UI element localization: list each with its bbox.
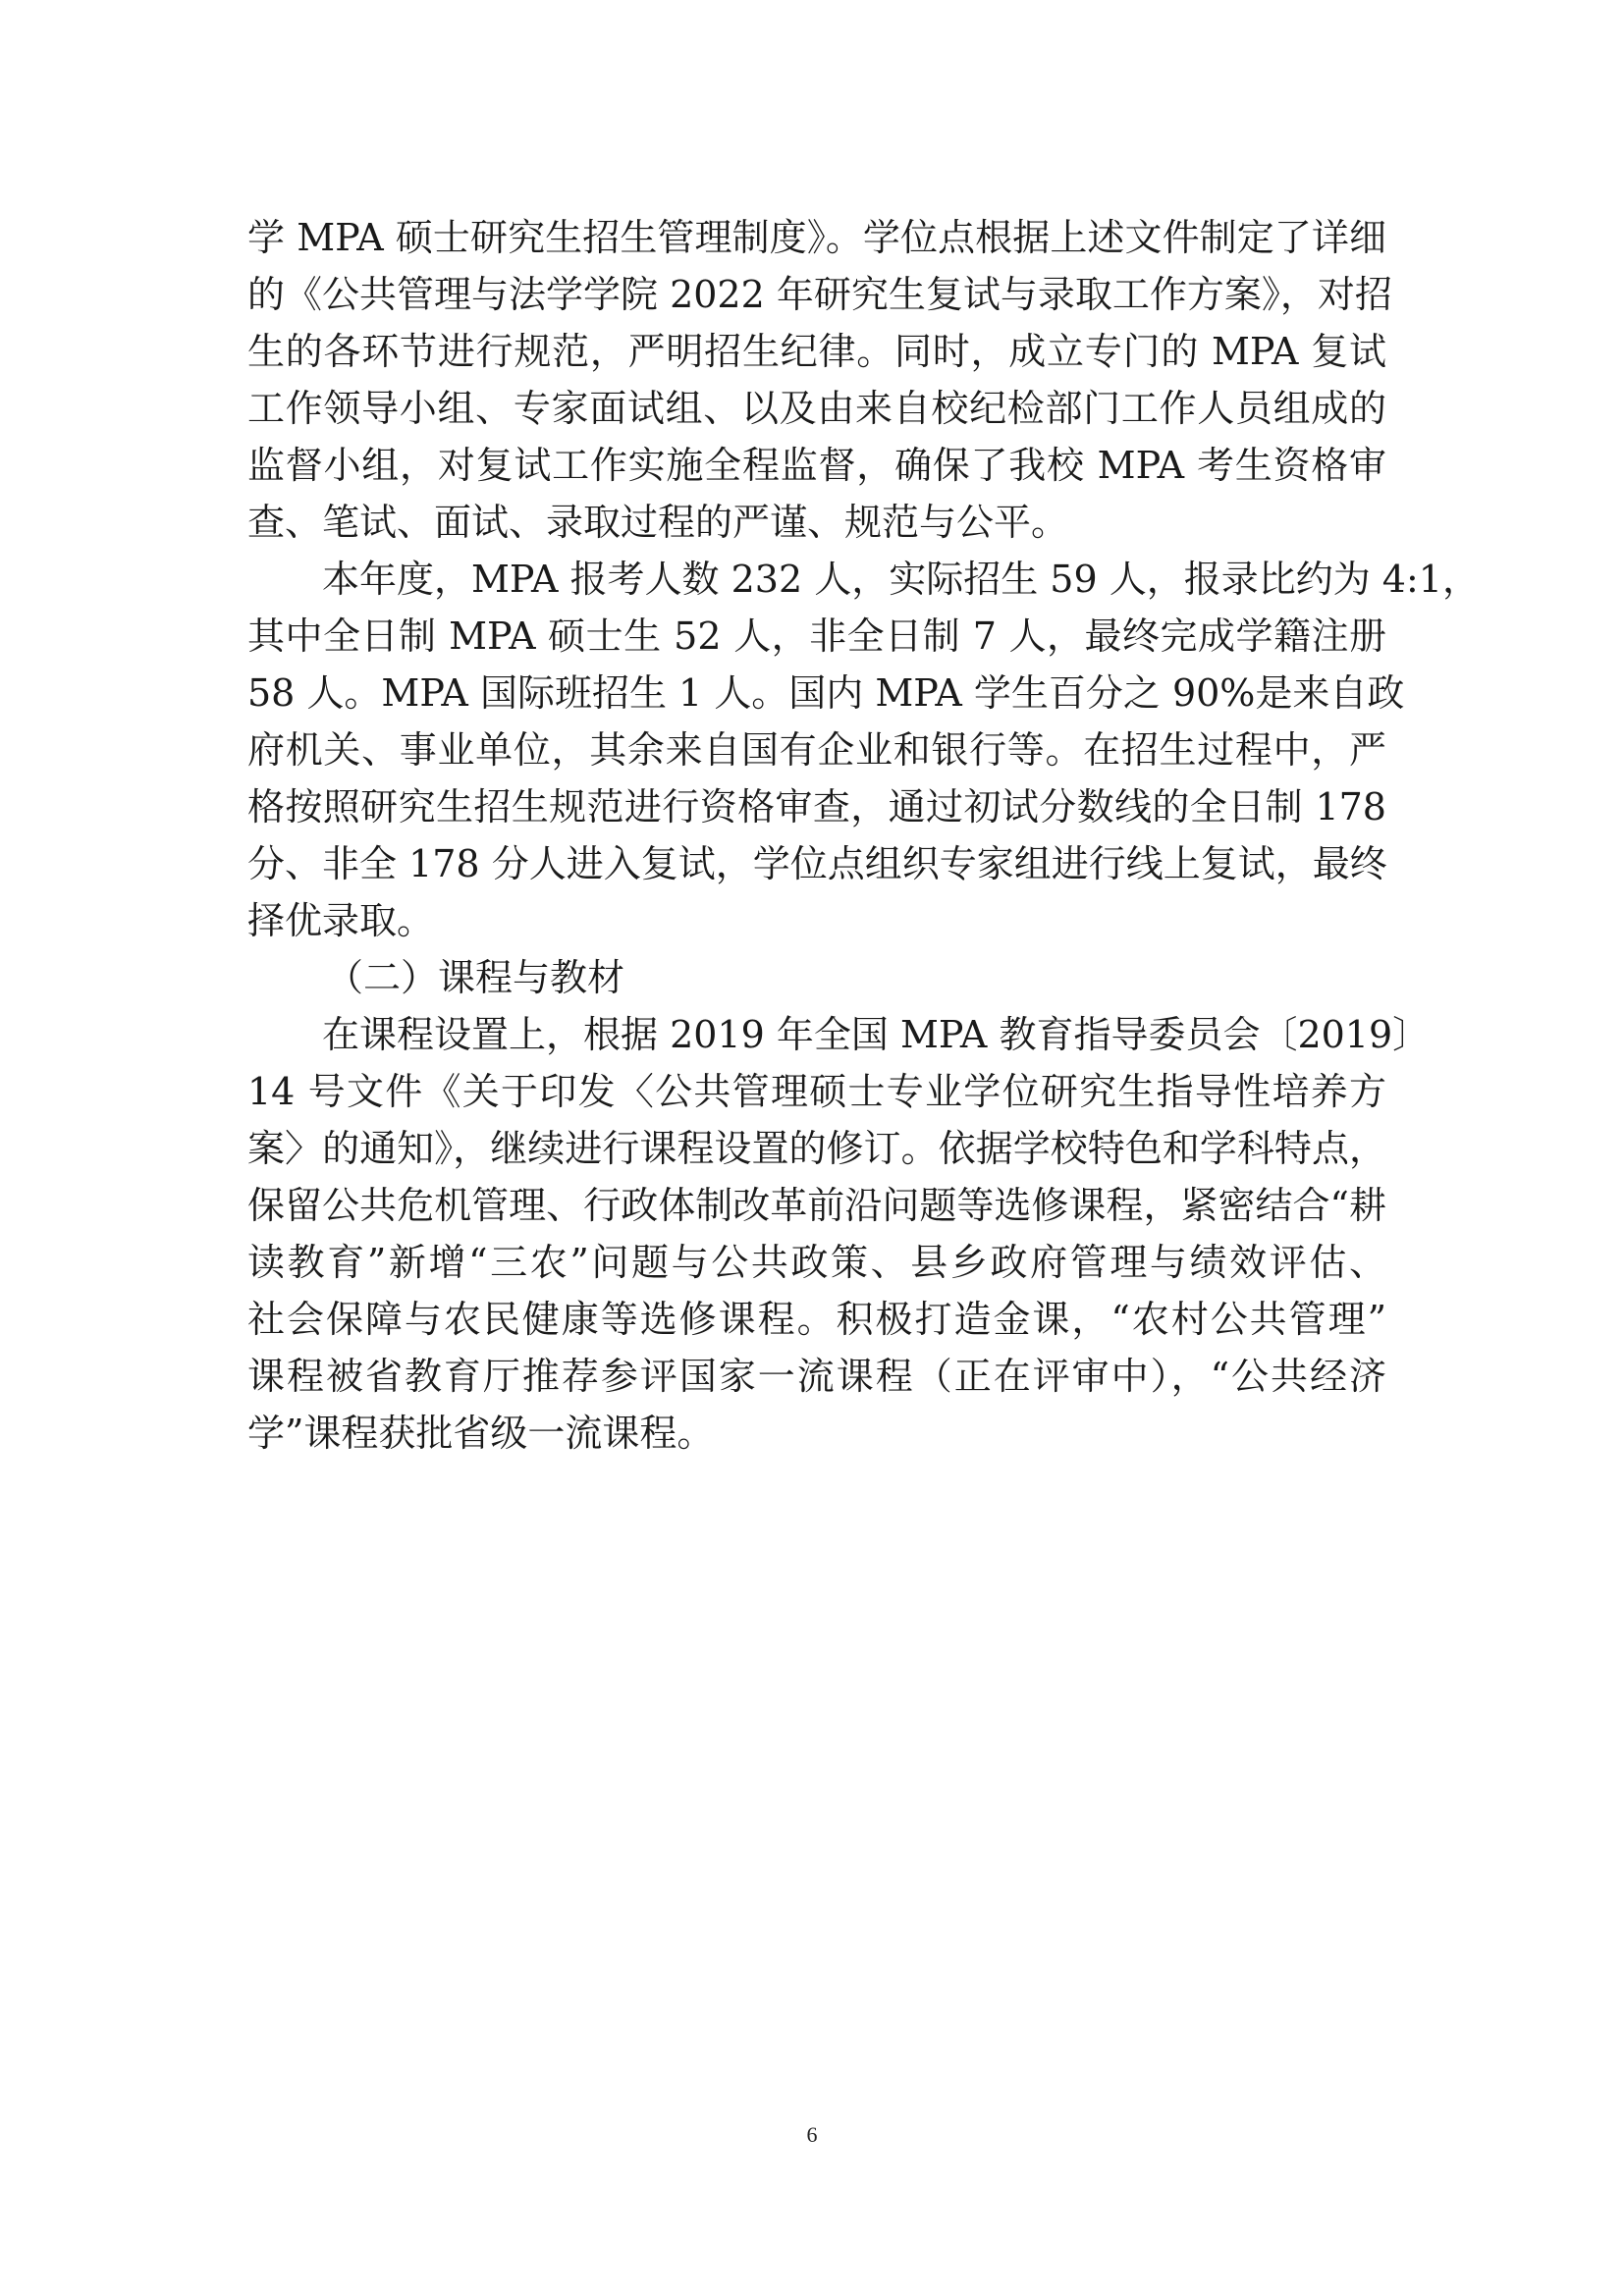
paragraph-line: 监督小组，对复试工作实施全程监督，确保了我校 MPA 考生资格审 bbox=[247, 444, 1386, 487]
page-number: 6 bbox=[806, 2122, 818, 2147]
paragraph-line: 生的各环节进行规范，严明招生纪律。同时，成立专门的 MPA 复试 bbox=[247, 330, 1386, 373]
paragraph-line: 58 人。MPA 国际班招生 1 人。国内 MPA 学生百分之 90%是来自政 bbox=[247, 671, 1405, 715]
paragraph-line: 其中全日制 MPA 硕士生 52 人，非全日制 7 人，最终完成学籍注册 bbox=[247, 614, 1386, 658]
paragraph-line: 学 MPA 硕士研究生招生管理制度》。学位点根据上述文件制定了详细 bbox=[247, 216, 1386, 259]
paragraph-line: 分、非全 178 分人进入复试，学位点组织专家组进行线上复试，最终 bbox=[247, 842, 1387, 885]
paragraph-line: 学”课程获批省级一流课程。 bbox=[247, 1412, 715, 1455]
paragraph-line: 保留公共危机管理、行政体制改革前沿问题等选修课程，紧密结合“耕 bbox=[247, 1184, 1386, 1227]
paragraph-line: 府机关、事业单位，其余来自国有企业和银行等。在招生过程中，严 bbox=[247, 728, 1386, 772]
paragraph-line: 课程被省教育厅推荐参评国家一流课程（正在评审中），“公共经济 bbox=[247, 1355, 1386, 1398]
paragraph-line: 的《公共管理与法学学院 2022 年研究生复试与录取工作方案》，对招 bbox=[247, 273, 1392, 316]
paragraph-line: 本年度，MPA 报考人数 232 人，实际招生 59 人，报录比约为 4:1， bbox=[322, 558, 1480, 601]
paragraph-line: 14 号文件《关于印发〈公共管理硕士专业学位研究生指导性培养方 bbox=[247, 1070, 1386, 1113]
paragraph-line: 择优录取。 bbox=[247, 899, 435, 942]
paragraph-line: 工作领导小组、专家面试组、以及由来自校纪检部门工作人员组成的 bbox=[247, 387, 1386, 430]
paragraph-line: 格按照研究生招生规范进行资格审查，通过初试分数线的全日制 178 bbox=[247, 785, 1386, 828]
paragraph-line: 社会保障与农民健康等选修课程。积极打造金课，“农村公共管理” bbox=[247, 1298, 1386, 1341]
paragraph-line: 在课程设置上，根据 2019 年全国 MPA 教育指导委员会〔2019〕 bbox=[322, 1013, 1431, 1056]
paragraph-line: 读教育”新增“三农”问题与公共政策、县乡政府管理与绩效评估、 bbox=[247, 1241, 1386, 1284]
paragraph-line: 查、笔试、面试、录取过程的严谨、规范与公平。 bbox=[247, 501, 1069, 544]
paragraph-line: 案〉的通知》，继续进行课程设置的修订。依据学校特色和学科特点， bbox=[247, 1127, 1386, 1170]
section-heading: （二）课程与教材 bbox=[326, 956, 625, 999]
